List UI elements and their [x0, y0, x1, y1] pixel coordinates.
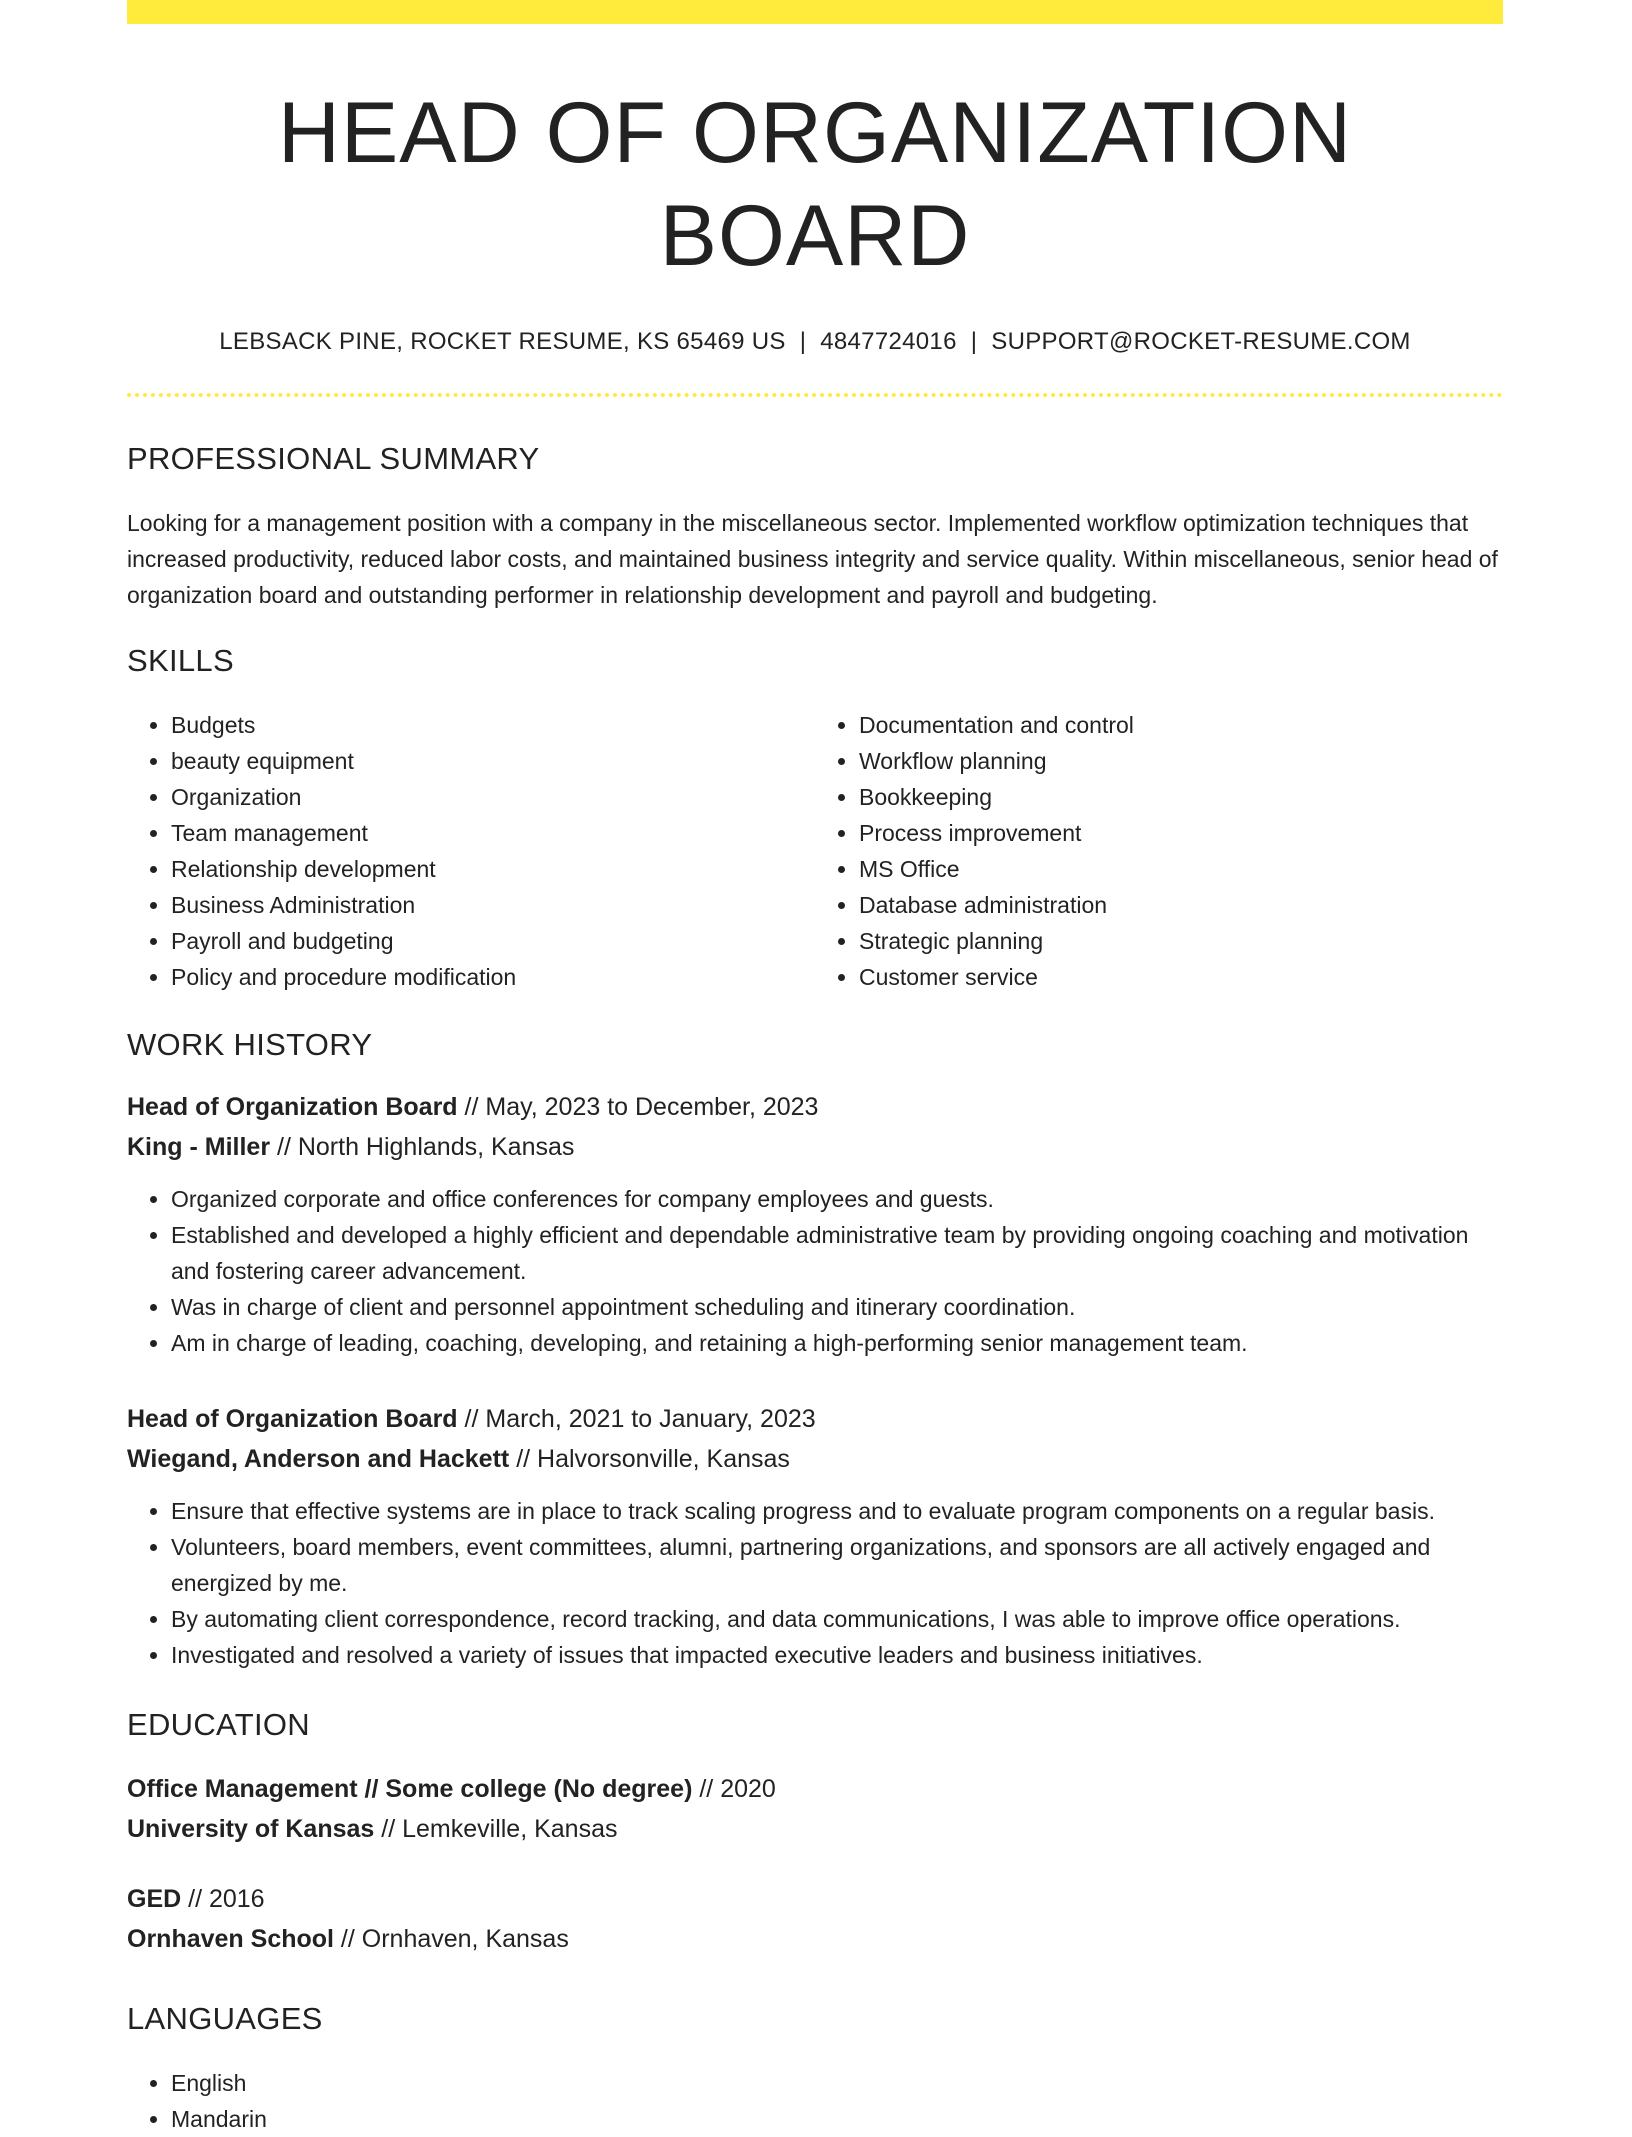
job-entry: [127, 1087, 1503, 1361]
job-dates: // March, 2021 to January, 2023: [457, 1405, 816, 1434]
skill-item: • Payroll and budgeting: [171, 923, 815, 959]
skill-item: • Workflow planning: [859, 743, 1503, 779]
job-title-line: [127, 1087, 1503, 1127]
languages-list: [127, 2065, 1503, 2137]
skills-list-left: [127, 707, 815, 995]
skill-item: • Strategic planning: [859, 923, 1503, 959]
contact-separator: |: [799, 328, 807, 356]
skill-item: • Organization: [171, 779, 815, 815]
skill-item: • Relationship development: [171, 851, 815, 887]
edu-school-line: [127, 1809, 1503, 1849]
edu-school-line: [127, 1919, 1503, 1959]
edu-degree-line: [127, 1879, 1503, 1919]
contact-phone: 4847724016: [820, 328, 957, 356]
work-history-heading: WORK HISTORY: [127, 1027, 373, 1063]
edu-school: University of Kansas: [127, 1815, 375, 1844]
skill-item: • Bookkeeping: [859, 779, 1503, 815]
job-bullets: [127, 1181, 1503, 1361]
skill-item: • Business Administration: [171, 887, 815, 923]
job-bullets: [127, 1493, 1503, 1673]
job-role: Head of Organization Board: [127, 1093, 458, 1122]
job-entry: [127, 1399, 1503, 1673]
languages-heading: LANGUAGES: [127, 2001, 323, 2037]
skill-item: • Customer service: [859, 959, 1503, 995]
language-item: • Mandarin: [171, 2101, 1503, 2137]
job-company: Wiegand, Anderson and Hackett: [127, 1445, 510, 1474]
contact-address: LEBSACK PINE, ROCKET RESUME, KS 65469 US: [219, 328, 786, 356]
skill-item: • Process improvement: [859, 815, 1503, 851]
edu-year: // 2016: [181, 1885, 265, 1914]
job-bullet: • Am in charge of leading, coaching, developing, and retaining a high-performing senior management team.: [171, 1325, 1503, 1361]
job-bullet: • Organized corporate and office conferences for company employees and guests.: [171, 1181, 1503, 1217]
job-bullet: • By automating client correspondence, record tracking, and data communications, I was able to improve office operations.: [171, 1601, 1503, 1637]
edu-year: // 2020: [692, 1775, 776, 1804]
job-bullet: • Ensure that effective systems are in place to track scaling progress and to evaluate program components on a regular basis.: [171, 1493, 1503, 1529]
top-accent-bar: [127, 0, 1503, 24]
resume-page: [127, 0, 1503, 2137]
skill-item: • beauty equipment: [171, 743, 815, 779]
summary-heading: PROFESSIONAL SUMMARY: [127, 441, 540, 477]
job-title-line: [127, 1399, 1503, 1439]
job-bullet: • Established and developed a highly efficient and dependable administrative team by providing ongoing coaching and motivation and fostering career advancement.: [171, 1217, 1503, 1289]
job-dates: // May, 2023 to December, 2023: [457, 1093, 819, 1122]
skill-item: • Policy and procedure modification: [171, 959, 815, 995]
job-company: King - Miller: [127, 1133, 271, 1162]
skill-item: • Database administration: [859, 887, 1503, 923]
edu-location: // Ornhaven, Kansas: [333, 1925, 569, 1954]
edu-degree-line: [127, 1769, 1503, 1809]
job-location: // North Highlands, Kansas: [270, 1133, 575, 1162]
edu-location: // Lemkeville, Kansas: [374, 1815, 618, 1844]
contact-separator: |: [970, 328, 978, 356]
edu-school: Ornhaven School: [127, 1925, 334, 1954]
job-bullet: • Was in charge of client and personnel appointment scheduling and itinerary coordination.: [171, 1289, 1503, 1325]
job-role: Head of Organization Board: [127, 1405, 458, 1434]
education-entry: [127, 1879, 1503, 1959]
skill-item: • Budgets: [171, 707, 815, 743]
skill-item: • Team management: [171, 815, 815, 851]
contact-line: [127, 328, 1503, 356]
skills-grid: [127, 707, 1503, 995]
job-company-line: [127, 1127, 1503, 1167]
skills-heading: SKILLS: [127, 643, 234, 679]
education-heading: EDUCATION: [127, 1707, 310, 1743]
skill-item: • MS Office: [859, 851, 1503, 887]
contact-email: SUPPORT@ROCKET-RESUME.COM: [991, 328, 1411, 356]
resume-name: HEAD OF ORGANIZATION BOARD: [277, 85, 1353, 285]
job-bullet: • Investigated and resolved a variety of issues that impacted executive leaders and business initiatives.: [171, 1637, 1503, 1673]
dotted-divider: [127, 393, 1503, 397]
job-company-line: [127, 1439, 1503, 1479]
job-location: // Halvorsonville, Kansas: [509, 1445, 790, 1474]
summary-text: Looking for a management position with a company in the miscellaneous sector. Implemented workflow optimization techniques that increased productivity, reduced labor costs, and maintained business integrity and service quality. Within miscellaneous, senior head of organization board and outstanding performer in relationship development and payroll and budgeting.: [127, 510, 1498, 609]
education-entry: [127, 1769, 1503, 1849]
language-item: • English: [171, 2065, 1503, 2101]
edu-degree: GED: [127, 1885, 182, 1914]
edu-degree: Office Management // Some college (No degree): [127, 1775, 693, 1804]
skills-list-right: [815, 707, 1503, 995]
skill-item: • Documentation and control: [859, 707, 1503, 743]
job-bullet: • Volunteers, board members, event committees, alumni, partnering organizations, and sponsors are all actively engaged and energized by me.: [171, 1529, 1503, 1601]
